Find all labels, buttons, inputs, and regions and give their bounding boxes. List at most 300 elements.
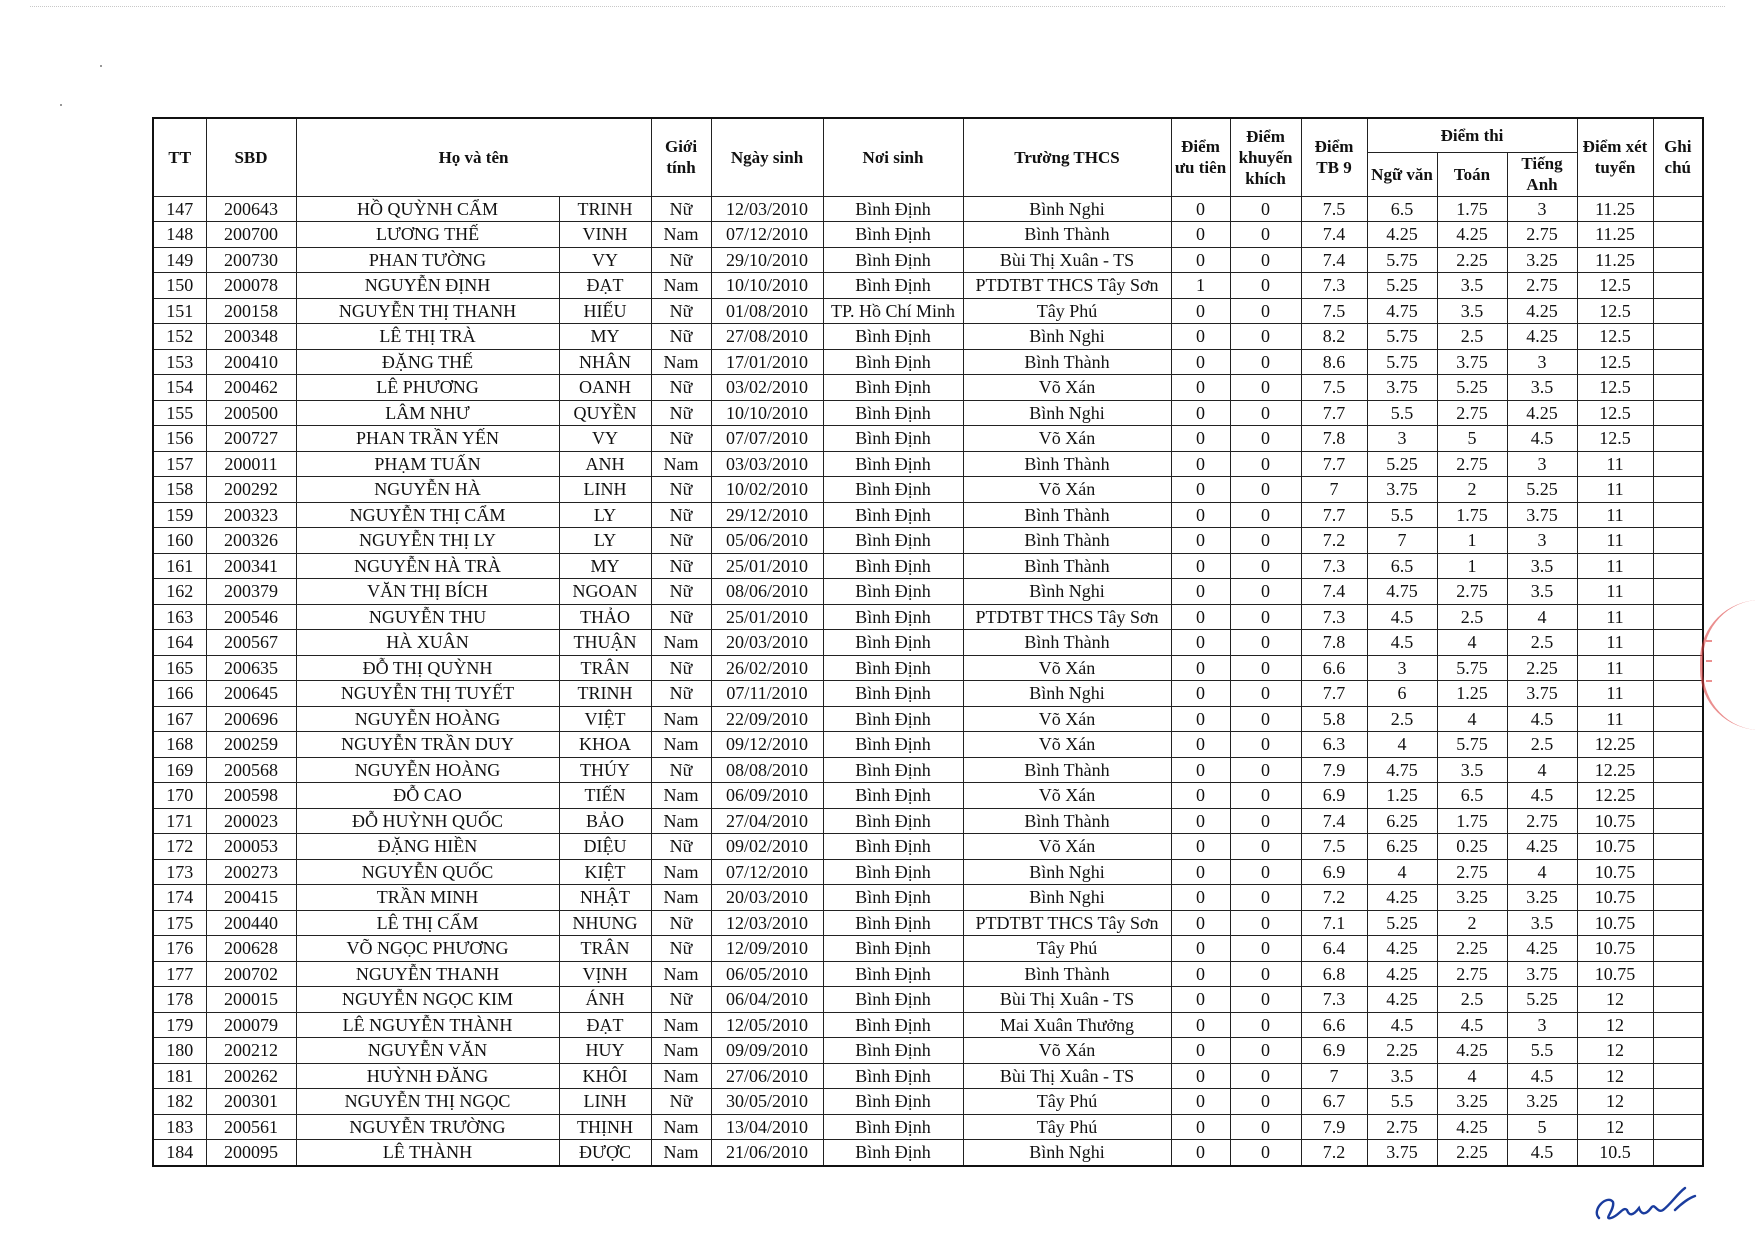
cell-ten: VY (559, 247, 651, 273)
cell-tt: 170 (153, 783, 206, 809)
cell-diem-uu-tien: 0 (1171, 757, 1230, 783)
cell-tieng-anh: 2.75 (1507, 222, 1577, 248)
cell-truong-thcs: Bình Nghi (963, 324, 1171, 350)
cell-ten: BẢO (559, 808, 651, 834)
cell-diem-khuyen-khich: 0 (1230, 885, 1301, 911)
cell-ghi-chu (1653, 1038, 1703, 1064)
cell-diem-tb9: 7.9 (1301, 757, 1367, 783)
cell-ngay-sinh: 10/10/2010 (711, 273, 823, 299)
cell-toan: 1 (1437, 528, 1507, 554)
cell-tieng-anh: 4.5 (1507, 783, 1577, 809)
cell-toan: 0.25 (1437, 834, 1507, 860)
cell-tieng-anh: 3.25 (1507, 247, 1577, 273)
cell-ho-dem: NGUYỄN THU (296, 604, 559, 630)
cell-diem-khuyen-khich: 0 (1230, 681, 1301, 707)
cell-noi-sinh: Bình Định (823, 1063, 963, 1089)
cell-diem-uu-tien: 0 (1171, 885, 1230, 911)
cell-truong-thcs: Võ Xán (963, 477, 1171, 503)
cell-gioi-tinh: Nam (651, 808, 711, 834)
cell-ghi-chu (1653, 910, 1703, 936)
cell-truong-thcs: Tây Phú (963, 298, 1171, 324)
cell-toan: 2.25 (1437, 1140, 1507, 1166)
cell-diem-xet-tuyen: 11.25 (1577, 222, 1653, 248)
cell-tt: 173 (153, 859, 206, 885)
cell-ghi-chu (1653, 477, 1703, 503)
cell-diem-khuyen-khich: 0 (1230, 961, 1301, 987)
cell-truong-thcs: Tây Phú (963, 1089, 1171, 1115)
cell-ngu-van: 5.5 (1367, 502, 1437, 528)
cell-sbd: 200410 (206, 349, 296, 375)
cell-toan: 2.75 (1437, 451, 1507, 477)
cell-ten: QUYỀN (559, 400, 651, 426)
cell-ho-dem: NGUYỄN VĂN (296, 1038, 559, 1064)
cell-tt: 160 (153, 528, 206, 554)
cell-diem-tb9: 6.7 (1301, 1089, 1367, 1115)
cell-tieng-anh: 3 (1507, 196, 1577, 222)
cell-diem-tb9: 7.7 (1301, 400, 1367, 426)
cell-diem-tb9: 7.2 (1301, 528, 1367, 554)
cell-ngay-sinh: 08/08/2010 (711, 757, 823, 783)
table-row (153, 451, 1703, 477)
cell-sbd: 200158 (206, 298, 296, 324)
cell-sbd: 200212 (206, 1038, 296, 1064)
cell-truong-thcs: Võ Xán (963, 783, 1171, 809)
cell-ngu-van: 4.5 (1367, 1012, 1437, 1038)
cell-tt: 153 (153, 349, 206, 375)
table-row (153, 1038, 1703, 1064)
header-gioi-tinh: Giới tính (651, 118, 711, 196)
table-row (153, 375, 1703, 401)
cell-truong-thcs: Bình Thành (963, 961, 1171, 987)
cell-tt: 156 (153, 426, 206, 452)
cell-ten: VIỆT (559, 706, 651, 732)
cell-diem-uu-tien: 0 (1171, 630, 1230, 656)
cell-diem-tb9: 7.4 (1301, 247, 1367, 273)
cell-diem-uu-tien: 0 (1171, 349, 1230, 375)
cell-ten: LINH (559, 477, 651, 503)
cell-diem-khuyen-khich: 0 (1230, 1012, 1301, 1038)
cell-diem-uu-tien: 0 (1171, 400, 1230, 426)
table-row (153, 885, 1703, 911)
cell-ghi-chu (1653, 1012, 1703, 1038)
header-diem-tb9: Điểm TB 9 (1301, 118, 1367, 196)
cell-gioi-tinh: Nữ (651, 196, 711, 222)
cell-ngu-van: 5.25 (1367, 910, 1437, 936)
cell-diem-uu-tien: 0 (1171, 732, 1230, 758)
cell-ngu-van: 5.25 (1367, 451, 1437, 477)
cell-tt: 172 (153, 834, 206, 860)
cell-diem-khuyen-khich: 0 (1230, 426, 1301, 452)
table-row (153, 681, 1703, 707)
cell-diem-tb9: 7 (1301, 1063, 1367, 1089)
cell-diem-tb9: 7.5 (1301, 298, 1367, 324)
cell-truong-thcs: Võ Xán (963, 732, 1171, 758)
cell-noi-sinh: Bình Định (823, 349, 963, 375)
cell-tieng-anh: 2.5 (1507, 630, 1577, 656)
cell-ten: VY (559, 426, 651, 452)
cell-diem-xet-tuyen: 12.25 (1577, 732, 1653, 758)
cell-ten: HIẾU (559, 298, 651, 324)
cell-ghi-chu (1653, 528, 1703, 554)
cell-ngu-van: 5.75 (1367, 349, 1437, 375)
cell-ngu-van: 7 (1367, 528, 1437, 554)
cell-ngay-sinh: 08/06/2010 (711, 579, 823, 605)
cell-truong-thcs: Bình Nghi (963, 400, 1171, 426)
cell-toan: 3.5 (1437, 298, 1507, 324)
cell-diem-uu-tien: 0 (1171, 1114, 1230, 1140)
table-row (153, 987, 1703, 1013)
cell-ten: ĐẠT (559, 273, 651, 299)
cell-sbd: 200462 (206, 375, 296, 401)
cell-noi-sinh: Bình Định (823, 247, 963, 273)
cell-tt: 158 (153, 477, 206, 503)
cell-truong-thcs: Bình Thành (963, 757, 1171, 783)
results-table (152, 117, 1704, 1167)
cell-ten: ĐẠT (559, 1012, 651, 1038)
table-row (153, 1114, 1703, 1140)
cell-ten: THÚY (559, 757, 651, 783)
cell-truong-thcs: Bình Nghi (963, 1140, 1171, 1166)
cell-tt: 150 (153, 273, 206, 299)
cell-tieng-anh: 5 (1507, 1114, 1577, 1140)
cell-tt: 165 (153, 655, 206, 681)
cell-ten: DIỆU (559, 834, 651, 860)
cell-gioi-tinh: Nữ (651, 834, 711, 860)
cell-toan: 1 (1437, 553, 1507, 579)
cell-diem-uu-tien: 0 (1171, 1063, 1230, 1089)
cell-diem-tb9: 7.2 (1301, 885, 1367, 911)
cell-toan: 4.25 (1437, 222, 1507, 248)
header-sbd: SBD (206, 118, 296, 196)
cell-gioi-tinh: Nữ (651, 528, 711, 554)
cell-noi-sinh: Bình Định (823, 375, 963, 401)
cell-diem-uu-tien: 0 (1171, 783, 1230, 809)
cell-sbd: 200011 (206, 451, 296, 477)
cell-diem-xet-tuyen: 11.25 (1577, 196, 1653, 222)
cell-ghi-chu (1653, 553, 1703, 579)
cell-noi-sinh: Bình Định (823, 834, 963, 860)
cell-tieng-anh: 3.75 (1507, 681, 1577, 707)
cell-diem-khuyen-khich: 0 (1230, 1114, 1301, 1140)
table-row (153, 910, 1703, 936)
cell-ngu-van: 2.75 (1367, 1114, 1437, 1140)
cell-ngay-sinh: 20/03/2010 (711, 885, 823, 911)
cell-gioi-tinh: Nam (651, 1063, 711, 1089)
cell-diem-xet-tuyen: 12.5 (1577, 324, 1653, 350)
cell-ngay-sinh: 22/09/2010 (711, 706, 823, 732)
cell-tt: 163 (153, 604, 206, 630)
cell-ghi-chu (1653, 732, 1703, 758)
cell-ho-dem: LƯƠNG THẾ (296, 222, 559, 248)
cell-ho-dem: NGUYỄN TRẦN DUY (296, 732, 559, 758)
cell-truong-thcs: Bình Thành (963, 808, 1171, 834)
cell-sbd: 200415 (206, 885, 296, 911)
cell-tieng-anh: 4.5 (1507, 706, 1577, 732)
cell-diem-uu-tien: 0 (1171, 247, 1230, 273)
cell-truong-thcs: Bình Nghi (963, 859, 1171, 885)
cell-diem-tb9: 7.3 (1301, 987, 1367, 1013)
cell-diem-khuyen-khich: 0 (1230, 1063, 1301, 1089)
cell-sbd: 200348 (206, 324, 296, 350)
cell-diem-khuyen-khich: 0 (1230, 349, 1301, 375)
cell-ten: ĐƯỢC (559, 1140, 651, 1166)
cell-diem-tb9: 5.8 (1301, 706, 1367, 732)
header-toan: Toán (1437, 152, 1507, 196)
cell-tt: 147 (153, 196, 206, 222)
cell-ngu-van: 3.75 (1367, 1140, 1437, 1166)
cell-toan: 2.5 (1437, 324, 1507, 350)
cell-toan: 5.25 (1437, 375, 1507, 401)
cell-diem-khuyen-khich: 0 (1230, 247, 1301, 273)
cell-truong-thcs: Bình Thành (963, 553, 1171, 579)
cell-noi-sinh: TP. Hồ Chí Minh (823, 298, 963, 324)
cell-diem-xet-tuyen: 12.5 (1577, 400, 1653, 426)
cell-ngu-van: 6.25 (1367, 808, 1437, 834)
cell-tieng-anh: 4.5 (1507, 1140, 1577, 1166)
cell-diem-xet-tuyen: 12.25 (1577, 783, 1653, 809)
cell-toan: 2 (1437, 910, 1507, 936)
cell-sbd: 200500 (206, 400, 296, 426)
cell-noi-sinh: Bình Định (823, 936, 963, 962)
cell-ten: LY (559, 528, 651, 554)
cell-ho-dem: LÊ THỊ CẨM (296, 910, 559, 936)
cell-tt: 154 (153, 375, 206, 401)
cell-ghi-chu (1653, 502, 1703, 528)
cell-diem-xet-tuyen: 11.25 (1577, 247, 1653, 273)
cell-ghi-chu (1653, 1140, 1703, 1166)
cell-noi-sinh: Bình Định (823, 757, 963, 783)
cell-diem-xet-tuyen: 12.5 (1577, 426, 1653, 452)
cell-diem-uu-tien: 0 (1171, 859, 1230, 885)
cell-ten: THỊNH (559, 1114, 651, 1140)
table-row (153, 553, 1703, 579)
cell-diem-khuyen-khich: 0 (1230, 553, 1301, 579)
table-row (153, 757, 1703, 783)
cell-ghi-chu (1653, 808, 1703, 834)
cell-ho-dem: NGUYỄN HOÀNG (296, 757, 559, 783)
cell-diem-tb9: 7.5 (1301, 834, 1367, 860)
cell-ghi-chu (1653, 757, 1703, 783)
cell-noi-sinh: Bình Định (823, 783, 963, 809)
cell-tieng-anh: 2.5 (1507, 732, 1577, 758)
cell-ngu-van: 3 (1367, 426, 1437, 452)
cell-ngay-sinh: 09/12/2010 (711, 732, 823, 758)
cell-tieng-anh: 3.5 (1507, 375, 1577, 401)
cell-ngay-sinh: 06/05/2010 (711, 961, 823, 987)
cell-diem-tb9: 7.3 (1301, 273, 1367, 299)
cell-tt: 168 (153, 732, 206, 758)
cell-ngay-sinh: 03/02/2010 (711, 375, 823, 401)
cell-diem-tb9: 7.4 (1301, 579, 1367, 605)
cell-diem-uu-tien: 0 (1171, 681, 1230, 707)
cell-ghi-chu (1653, 579, 1703, 605)
cell-ngu-van: 4.5 (1367, 630, 1437, 656)
cell-diem-uu-tien: 0 (1171, 477, 1230, 503)
cell-sbd: 200635 (206, 655, 296, 681)
cell-diem-tb9: 7.5 (1301, 375, 1367, 401)
table-header (153, 118, 1703, 196)
table-row (153, 273, 1703, 299)
cell-diem-uu-tien: 0 (1171, 706, 1230, 732)
cell-tieng-anh: 4 (1507, 859, 1577, 885)
cell-diem-khuyen-khich: 0 (1230, 987, 1301, 1013)
cell-diem-khuyen-khich: 0 (1230, 477, 1301, 503)
cell-gioi-tinh: Nữ (651, 400, 711, 426)
cell-toan: 2.25 (1437, 247, 1507, 273)
cell-tieng-anh: 4.25 (1507, 324, 1577, 350)
table-row (153, 604, 1703, 630)
cell-gioi-tinh: Nam (651, 222, 711, 248)
table-row (153, 579, 1703, 605)
cell-ngay-sinh: 13/04/2010 (711, 1114, 823, 1140)
cell-noi-sinh: Bình Định (823, 426, 963, 452)
cell-ten: NHÂN (559, 349, 651, 375)
cell-diem-khuyen-khich: 0 (1230, 1140, 1301, 1166)
cell-gioi-tinh: Nữ (651, 298, 711, 324)
cell-diem-xet-tuyen: 11 (1577, 655, 1653, 681)
cell-diem-uu-tien: 0 (1171, 1089, 1230, 1115)
cell-diem-uu-tien: 0 (1171, 655, 1230, 681)
cell-tt: 155 (153, 400, 206, 426)
cell-ngu-van: 5.25 (1367, 273, 1437, 299)
cell-gioi-tinh: Nữ (651, 681, 711, 707)
cell-noi-sinh: Bình Định (823, 655, 963, 681)
cell-sbd: 200326 (206, 528, 296, 554)
red-stamp (1700, 600, 1755, 730)
cell-ngu-van: 4.75 (1367, 298, 1437, 324)
cell-noi-sinh: Bình Định (823, 681, 963, 707)
cell-diem-uu-tien: 0 (1171, 834, 1230, 860)
header-noi-sinh: Nơi sinh (823, 118, 963, 196)
cell-truong-thcs: Tây Phú (963, 1114, 1171, 1140)
cell-diem-xet-tuyen: 12 (1577, 1114, 1653, 1140)
cell-toan: 3.25 (1437, 1089, 1507, 1115)
cell-tt: 171 (153, 808, 206, 834)
cell-ghi-chu (1653, 783, 1703, 809)
cell-tt: 181 (153, 1063, 206, 1089)
cell-ngay-sinh: 07/12/2010 (711, 859, 823, 885)
cell-tt: 178 (153, 987, 206, 1013)
cell-ghi-chu (1653, 1089, 1703, 1115)
cell-diem-uu-tien: 0 (1171, 375, 1230, 401)
cell-ho-dem: LÊ THỊ TRÀ (296, 324, 559, 350)
cell-diem-khuyen-khich: 0 (1230, 630, 1301, 656)
cell-ho-dem: LÂM NHƯ (296, 400, 559, 426)
cell-truong-thcs: Bình Nghi (963, 196, 1171, 222)
cell-diem-tb9: 6.6 (1301, 655, 1367, 681)
cell-toan: 2.75 (1437, 400, 1507, 426)
cell-toan: 2.75 (1437, 579, 1507, 605)
cell-noi-sinh: Bình Định (823, 1089, 963, 1115)
cell-gioi-tinh: Nữ (651, 604, 711, 630)
cell-diem-tb9: 7.2 (1301, 1140, 1367, 1166)
table-row (153, 298, 1703, 324)
cell-ngay-sinh: 26/02/2010 (711, 655, 823, 681)
cell-ten: KHÔI (559, 1063, 651, 1089)
cell-ngu-van: 3.75 (1367, 375, 1437, 401)
cell-diem-tb9: 7.8 (1301, 426, 1367, 452)
cell-ngay-sinh: 17/01/2010 (711, 349, 823, 375)
table-body (153, 196, 1703, 1166)
cell-diem-xet-tuyen: 12.5 (1577, 375, 1653, 401)
cell-diem-uu-tien: 0 (1171, 604, 1230, 630)
header-truong-thcs: Trường THCS (963, 118, 1171, 196)
cell-diem-khuyen-khich: 0 (1230, 834, 1301, 860)
cell-noi-sinh: Bình Định (823, 196, 963, 222)
cell-noi-sinh: Bình Định (823, 1140, 963, 1166)
cell-diem-xet-tuyen: 10.75 (1577, 936, 1653, 962)
cell-ghi-chu (1653, 885, 1703, 911)
cell-truong-thcs: PTDTBT THCS Tây Sơn (963, 273, 1171, 299)
cell-tieng-anh: 2.75 (1507, 808, 1577, 834)
cell-sbd: 200546 (206, 604, 296, 630)
cell-diem-xet-tuyen: 12.5 (1577, 298, 1653, 324)
cell-diem-tb9: 7.3 (1301, 604, 1367, 630)
cell-diem-uu-tien: 0 (1171, 910, 1230, 936)
cell-gioi-tinh: Nữ (651, 477, 711, 503)
cell-ho-dem: NGUYỄN HÀ TRÀ (296, 553, 559, 579)
cell-diem-xet-tuyen: 12 (1577, 1038, 1653, 1064)
cell-diem-tb9: 7.7 (1301, 681, 1367, 707)
cell-gioi-tinh: Nữ (651, 375, 711, 401)
cell-tt: 180 (153, 1038, 206, 1064)
cell-ho-dem: NGUYỄN THỊ THANH (296, 298, 559, 324)
cell-truong-thcs: Bình Thành (963, 502, 1171, 528)
cell-ho-dem: ĐẶNG HIỀN (296, 834, 559, 860)
cell-gioi-tinh: Nam (651, 451, 711, 477)
cell-diem-khuyen-khich: 0 (1230, 604, 1301, 630)
cell-gioi-tinh: Nam (651, 783, 711, 809)
cell-sbd: 200730 (206, 247, 296, 273)
cell-toan: 6.5 (1437, 783, 1507, 809)
cell-ten: LY (559, 502, 651, 528)
cell-tieng-anh: 3.5 (1507, 553, 1577, 579)
cell-ten: NHẬT (559, 885, 651, 911)
cell-ghi-chu (1653, 630, 1703, 656)
table-row (153, 936, 1703, 962)
cell-ghi-chu (1653, 400, 1703, 426)
cell-diem-khuyen-khich: 0 (1230, 222, 1301, 248)
cell-toan: 2.5 (1437, 604, 1507, 630)
cell-sbd: 200262 (206, 1063, 296, 1089)
cell-ho-dem: PHẠM TUẤN (296, 451, 559, 477)
cell-diem-xet-tuyen: 12 (1577, 1012, 1653, 1038)
cell-diem-xet-tuyen: 11 (1577, 706, 1653, 732)
cell-ten: NGOAN (559, 579, 651, 605)
cell-ho-dem: ĐỖ CAO (296, 783, 559, 809)
cell-diem-khuyen-khich: 0 (1230, 808, 1301, 834)
cell-ngu-van: 4.25 (1367, 961, 1437, 987)
table-row (153, 528, 1703, 554)
cell-tieng-anh: 3.5 (1507, 910, 1577, 936)
cell-truong-thcs: Bình Thành (963, 528, 1171, 554)
red-stamp (1706, 680, 1712, 682)
cell-diem-uu-tien: 0 (1171, 196, 1230, 222)
cell-noi-sinh: Bình Định (823, 910, 963, 936)
cell-sbd: 200292 (206, 477, 296, 503)
cell-ho-dem: ĐỖ THỊ QUỲNH (296, 655, 559, 681)
cell-diem-uu-tien: 0 (1171, 426, 1230, 452)
cell-truong-thcs: Bùi Thị Xuân - TS (963, 987, 1171, 1013)
cell-diem-khuyen-khich: 0 (1230, 1089, 1301, 1115)
cell-diem-xet-tuyen: 11 (1577, 681, 1653, 707)
table-row (153, 247, 1703, 273)
cell-gioi-tinh: Nam (651, 1012, 711, 1038)
cell-ghi-chu (1653, 834, 1703, 860)
cell-gioi-tinh: Nam (651, 885, 711, 911)
cell-ngay-sinh: 27/08/2010 (711, 324, 823, 350)
cell-diem-khuyen-khich: 0 (1230, 324, 1301, 350)
